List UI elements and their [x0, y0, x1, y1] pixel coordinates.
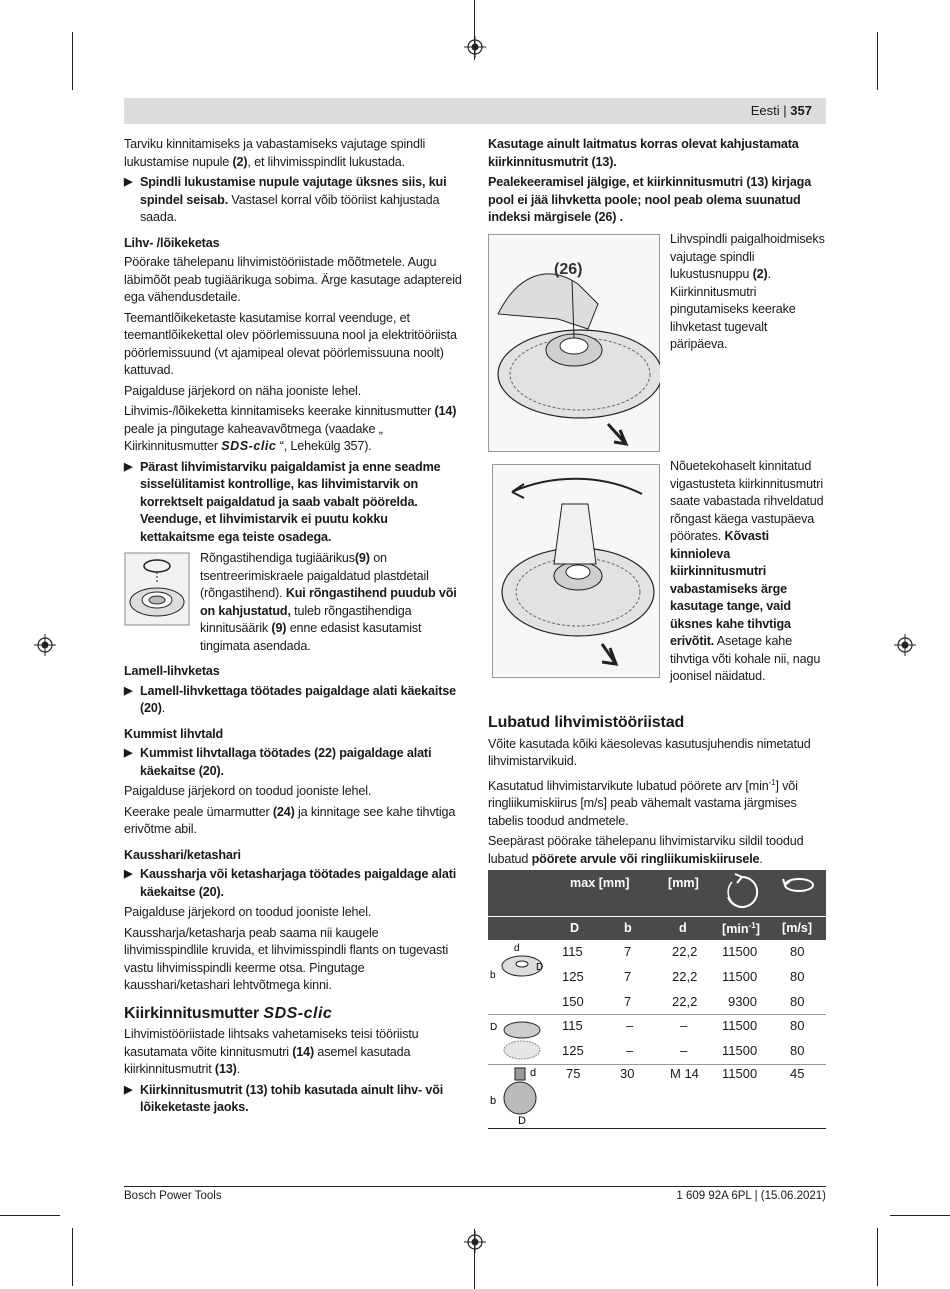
sds-clic-logo: SDS-clic — [263, 1004, 333, 1022]
header-mm: [mm] — [668, 876, 699, 890]
page-header — [751, 103, 812, 118]
paragraph: Seepärast pöörake tähelepanu lihvimistarviku sildil toodud lubatud pöörete arvule või ringliikumiskiirusele. — [488, 834, 804, 866]
bullet-triangle-icon: ▶ — [124, 868, 133, 880]
paragraph: Kasutatud lihvimistarvikute lubatud pöörete arv $[\min^{-1}]$ või ringliikumiskiirus [m/s] peab vähemalt vastama järgmises tabelis toodud andmetele. — [488, 777, 798, 828]
paragraph: Keerake peale ümarmutter (24) ja kinnitage see kahe tihvtiga erivõtme abil. — [124, 804, 456, 836]
figure1-caption: Lihvspindli paigalhoidmiseks vajutage spindli lukustusnuppu (2). Kiirkinnitusmutri pingutamiseks keerake lihvketast tugevalt päripäeva. — [670, 232, 825, 351]
section-heading-large: Kiirkinnitusmutter SDS-clic — [124, 1004, 333, 1022]
section-heading: Lamell-lihvketas — [124, 664, 220, 678]
figure-tighten-nut — [488, 234, 660, 452]
section-heading: Lihv- /lõikeketas — [124, 235, 220, 250]
table-bottom-rule — [488, 1128, 826, 1129]
ring-seal-block: Rõngastihendiga tugiäärikus(9) on tsentreerimiskraele paigaldatud plastdetail (rõngastihend). Kui rõngastihend puudub või on kahjustatud, tuleb rõngastihendiga kinnitusäärik (9) enne edasist kasutamist tingimata asendada. — [124, 550, 464, 655]
sds-clic-logo: SDS-clic — [221, 439, 277, 453]
warning-bullet: ▶ Lamell-lihvkettaga töötades paigaldage alati käekaitse (20). — [124, 683, 456, 715]
grinding-disc-icon — [488, 942, 548, 982]
warning-bullet: ▶ Pärast lihvimistarviku paigaldamist ja enne seadme sisselülitamist kontrollige, kas lihvimistarvik on korrektselt paigaldatud ja saab vabalt pöörelda. Veenduge, et lihvimistarvik ei puutu kokku kettakaitsme ega teiste osadega. — [124, 459, 441, 544]
spec-table-header — [488, 870, 826, 940]
paragraph: Kaussharja/ketasharja peab saama nii kaugele lihvimisspindlile kruvida, et lihvimisspindli flants on tugevasti vastu lihvimisspindli keerme otsa. Pingutage kausshari/ketashari lehtvõtmega kinni. — [124, 925, 449, 992]
svg-text:b: b — [490, 1095, 497, 1107]
bullet-triangle-icon: ▶ — [124, 747, 133, 759]
section-heading: Kausshari/ketashari — [124, 847, 241, 862]
spec-table-subheader: D b d $[\min^{-1}]$ [m/s] — [488, 916, 826, 941]
svg-text:D: D — [536, 962, 544, 973]
paragraph: Tarviku kinnitamiseks ja vabastamiseks vajutage spindli lukustamise nupule (2), et lihvimisspindlit lukustada. — [124, 137, 426, 169]
bullet-triangle-icon: ▶ — [124, 1083, 133, 1096]
left-column — [124, 136, 464, 1120]
header-bar — [124, 98, 826, 124]
cup-brush-icon — [488, 1064, 548, 1128]
peripheral-speed-icon — [782, 876, 816, 894]
right-column-top — [488, 136, 828, 230]
registration-mark-icon — [464, 36, 486, 58]
section-heading: Kummist lihvtald — [124, 726, 224, 741]
section-heading-large: Lubatud lihvimistööriistad — [488, 714, 685, 731]
header-max-mm: max [mm] — [570, 876, 630, 890]
crop-mark — [877, 32, 878, 90]
crop-mark — [0, 1215, 60, 1216]
paragraph: Paigalduse järjekord on toodud jooniste lehel. — [124, 905, 372, 919]
header-language: Eesti — [750, 103, 780, 118]
paragraph: Teemantlõikeketaste kasutamise korral veenduge, et teemantlõikekettal olev pöörlemissuuna nool ja elektritööriista pöörlemissuund (vt ajamipeal olevat pöörlemissuuna noolt) kattuvad. — [124, 310, 457, 377]
registration-mark-icon — [894, 634, 916, 656]
paragraph: Lihvimistööriistade lihtsaks vahetamiseks teisi tööriistu kasutamata võite kinnitusmutri (14) asemel kasutada kiirkinnitusmutrit (13). — [124, 1027, 419, 1076]
paragraph: Paigalduse järjekord on näha jooniste lehel. — [124, 383, 362, 398]
svg-text:D: D — [490, 1022, 498, 1033]
bullet-triangle-icon: ▶ — [124, 684, 133, 697]
footer-right: 1 609 92A 6PL | (15.06.2021) — [676, 1190, 826, 1202]
page-number: 357 — [790, 103, 812, 118]
svg-text:b: b — [490, 970, 496, 981]
footer-rule — [124, 1186, 826, 1187]
svg-text:d: d — [530, 1067, 537, 1079]
registration-mark-icon — [464, 1231, 486, 1253]
paragraph: Paigalduse järjekord on toodud jooniste lehel. — [124, 784, 372, 798]
bullet-triangle-icon: ▶ — [124, 176, 133, 188]
warning-paragraph: Kasutage ainult laitmatus korras olevat kahjustamata kiirkinnitusmutrit (13). — [488, 137, 799, 169]
footer-left: Bosch Power Tools — [124, 1190, 222, 1202]
header-separator: | — [783, 103, 787, 118]
svg-text:d: d — [514, 943, 520, 954]
fig1-callout: (26) — [554, 261, 583, 278]
paragraph: Pöörake tähelepanu lihvimistööriistade mõõtmetele. Augu läbimõõt peab tugiäärikuga sobima. Ärge kasutage adaptereid ega vähendusdetaile. — [124, 255, 462, 304]
row-divider — [488, 1064, 826, 1065]
figure-release-nut — [492, 464, 660, 678]
row-divider — [488, 1014, 826, 1015]
warning-bullet: ▶ Kummist lihvtallaga töötades (22) paigaldage alati käekaitse (20). — [124, 746, 432, 778]
crop-mark — [72, 32, 73, 90]
right-column-bottom — [488, 714, 828, 871]
svg-text:D: D — [518, 1115, 526, 1127]
crop-mark — [72, 1228, 73, 1286]
rubber-pad-icon — [488, 1016, 548, 1062]
figure2-caption: Nõuetekohaselt kinnitatud vigastusteta kiirkinnitusmutri saate vabastada rihveldatud rõngast käega vastupäeva pöörates. Kõvasti kinnioleva kiirkinnitusmutri vabastamiseks ärge kasutage tange, vaid üksnes kahe tihvtiga erivõtit. Asetage kahe tihvtiga võti kohale nii, nagu joonisel näidatud. — [670, 459, 824, 683]
bullet-triangle-icon: ▶ — [124, 460, 133, 473]
warning-paragraph: Pealekeeramisel jälgige, et kiirkinnitusmutri (13) kirjaga pool ei jää lihvketta poole; nool peab olema suunatud indeksi märgisele (26) . — [488, 175, 812, 224]
registration-mark-icon — [34, 634, 56, 656]
crop-mark — [877, 1228, 878, 1286]
rotation-speed-icon — [722, 872, 762, 912]
warning-bullet: ▶ Kiirkinnitusmutrit (13) tohib kasutada ainult lihv- või lõikeketaste jaoks. — [124, 1082, 444, 1114]
paragraph: Võite kasutada kõiki käesolevas kasutusjuhendis nimetatud lihvimistarvikuid. — [488, 736, 811, 768]
warning-bullet: ▶ Spindli lukustamise nupule vajutage üksnes siis, kui spindel seisab. Vastasel korral võib tööriist kahjustada saada. — [124, 175, 447, 224]
paragraph: Lihvimis-/lõikeketta kinnitamiseks keerake kinnitusmutter (14) peale ja pingutage kaheavavõtmega (vaadake „ Kiirkinnitusmutter SDS-clic “, Lehekülg 357). — [124, 404, 457, 453]
ring-seal-flange-icon — [124, 552, 190, 626]
warning-bullet: ▶ Kaussharja või ketasharjaga töötades paigaldage alati käekaitse (20). — [124, 867, 457, 899]
crop-mark — [890, 1215, 950, 1216]
